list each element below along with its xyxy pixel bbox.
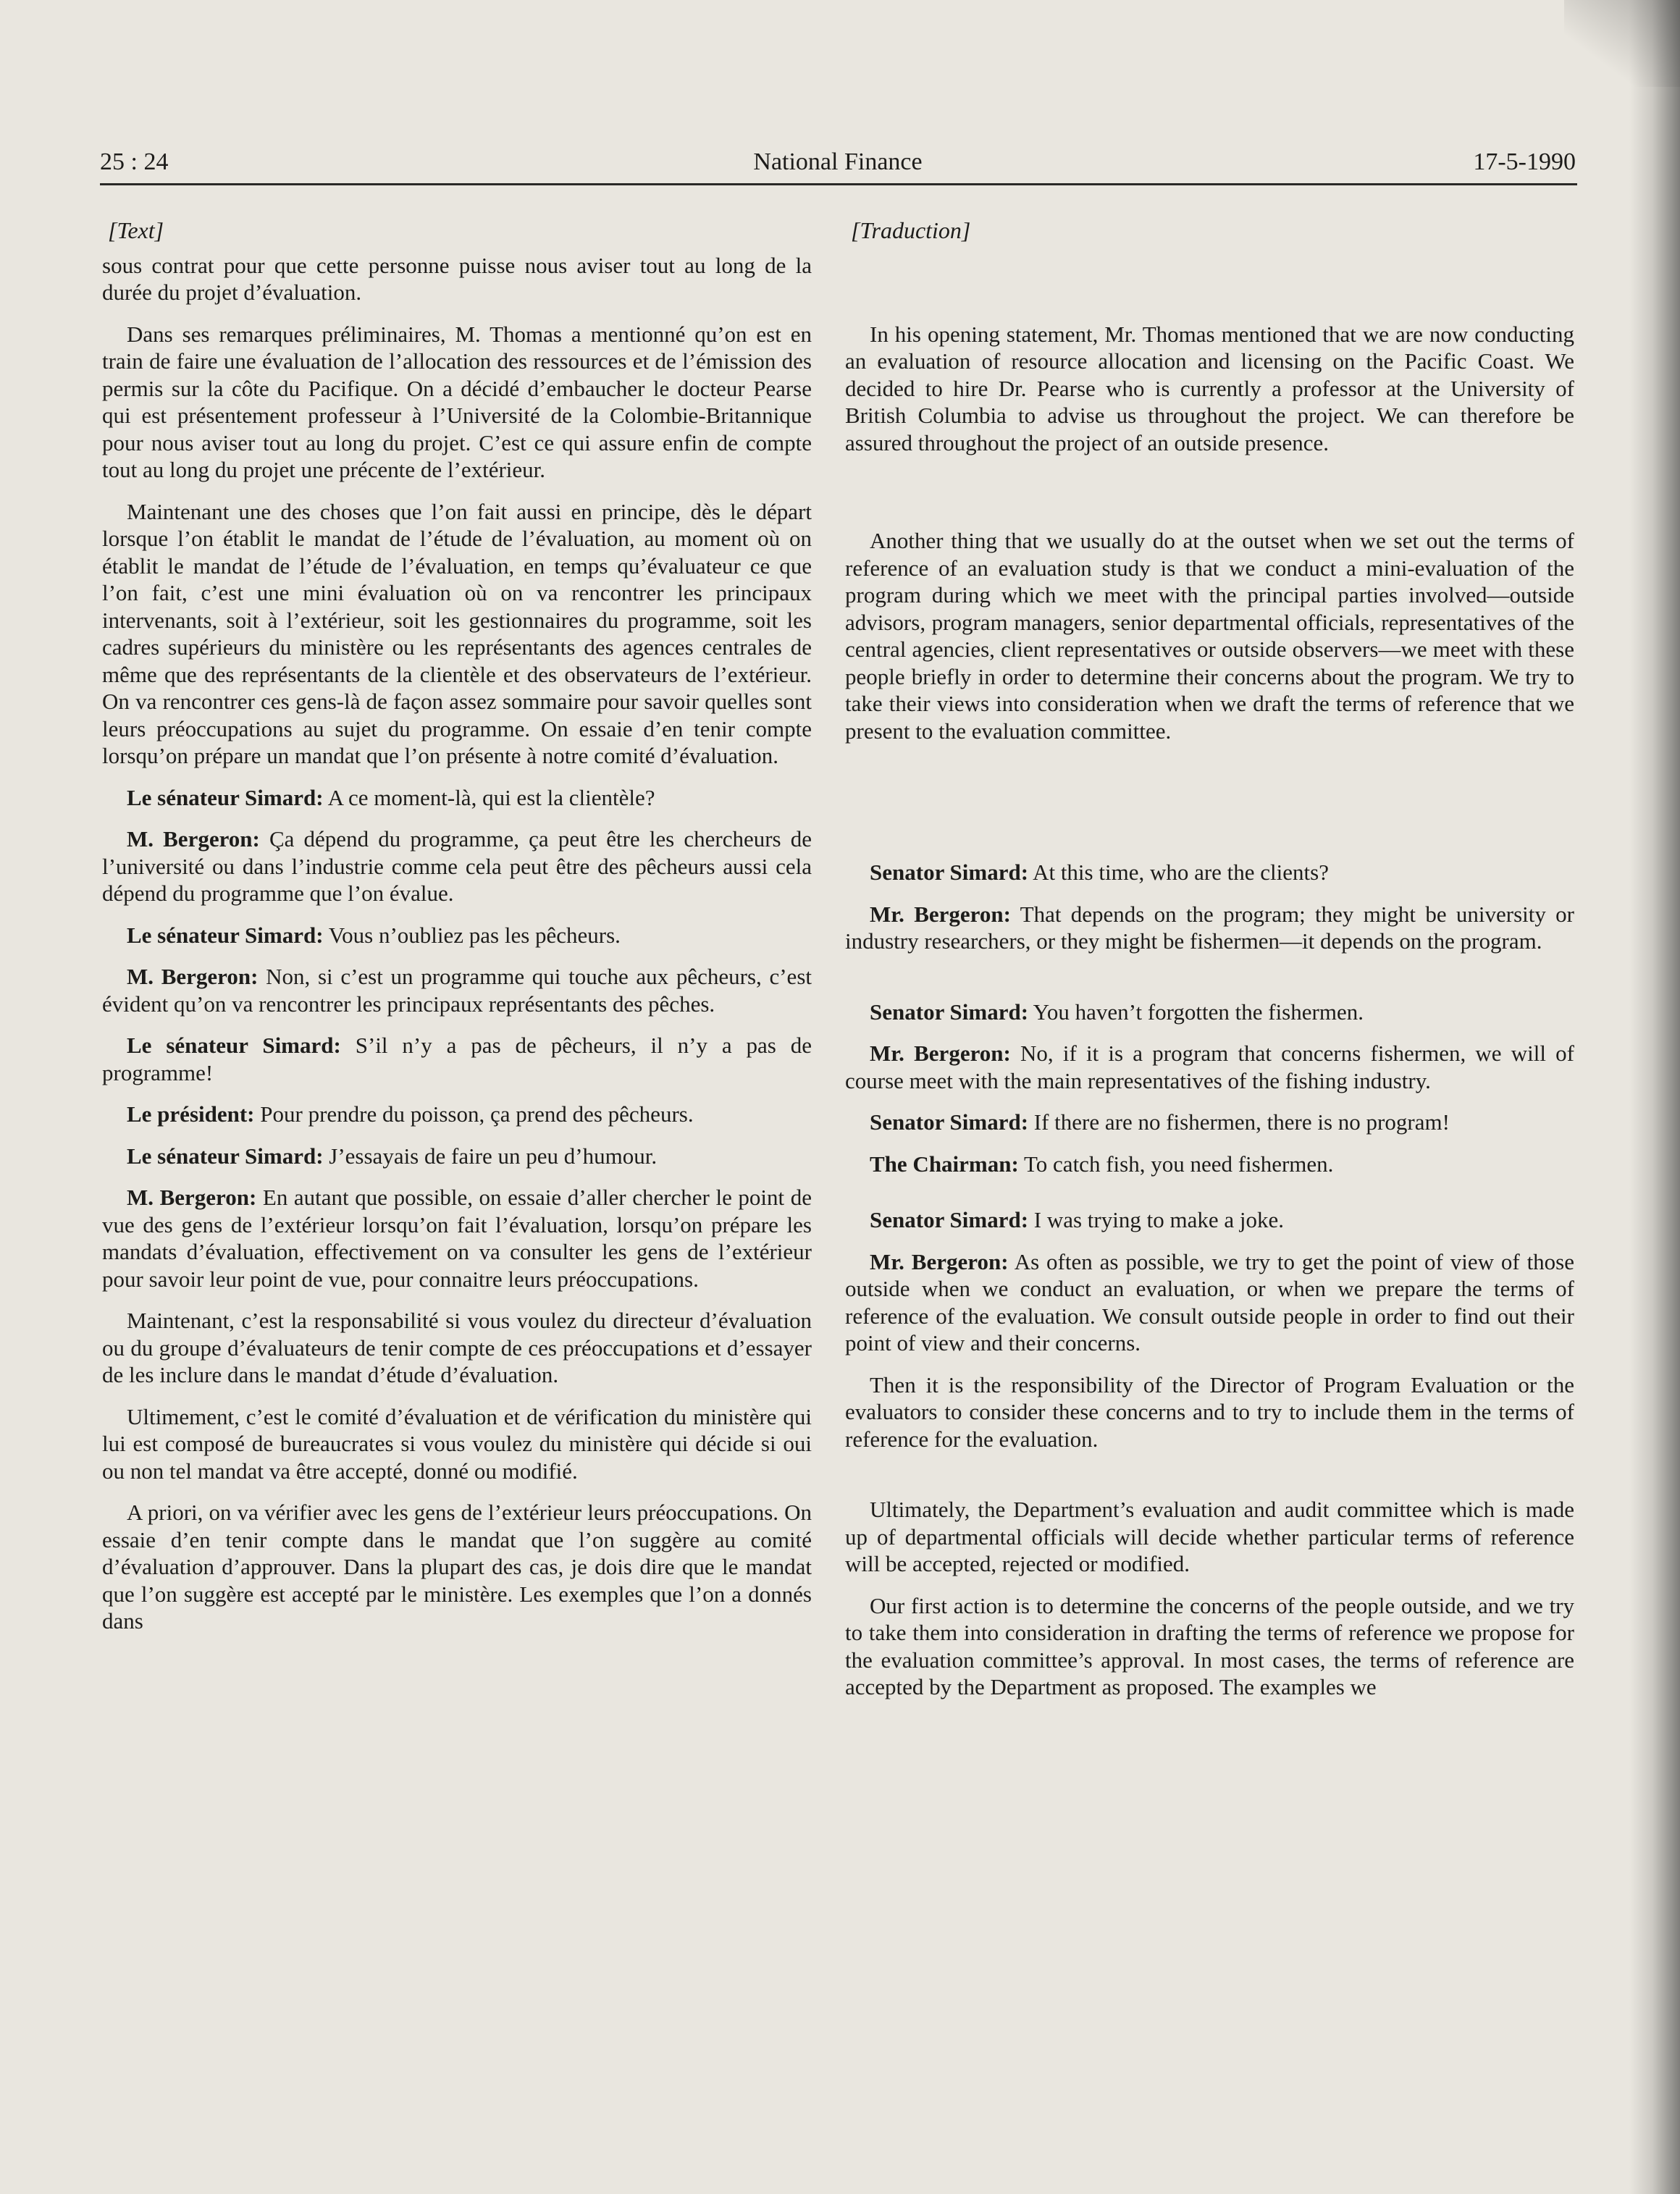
dialogue-line: M. Bergeron: Ça dépend du programme, ça peut être les chercheurs de l’université ou dans l’industrie comme cela peut être des pêcheurs aussi cela dépend du programme que l’on évalue. xyxy=(102,826,812,906)
speaker-name: Senator Simard: xyxy=(870,1207,1029,1232)
english-column xyxy=(845,217,1574,1715)
paragraph: Ultimement, c’est le comité d’évaluation et de vérification du ministère qui lui est composé de bureaucrates si vous voulez du ministère qui décide si oui ou non tel mandat va être accepté, donné ou modifié. xyxy=(102,1403,812,1484)
dialogue-line: The Chairman: To catch fish, you need fishermen. xyxy=(870,1151,1334,1177)
paragraph: In his opening statement, Mr. Thomas mentioned that we are now conducting an evaluation of resource allocation and licensing on the Pacific Coast. We decided to hire Dr. Pearse who is currently a professor at the University of British Columbia to advise us throughout the project. We can therefore be assured throughout the project of an outside presence. xyxy=(845,321,1574,455)
dialogue-line: M. Bergeron: En autant que possible, on essaie d’aller chercher le point de vue des gens de l’extérieur lorsqu’on fait l’évaluation, lorsqu’on prépare les mandats d’évaluation, effectivement on va consulter les gens de l’extérieur pour savoir leur point de vue, pour connaitre leurs préoccupations. xyxy=(102,1185,812,1292)
publication-date: 17-5-1990 xyxy=(1473,148,1576,175)
speaker-name: M. Bergeron: xyxy=(127,826,260,852)
dialogue-line: M. Bergeron: Non, si c’est un programme qui touche aux pêcheurs, c’est évident qu’on va rencontrer les principaux représentants des pêches. xyxy=(102,964,812,1017)
dialogue-line: Mr. Bergeron: That depends on the program; they might be university or industry researchers, or they might be fishermen—it depends on the program. xyxy=(845,901,1574,954)
dialogue-line: Senator Simard: I was trying to make a joke. xyxy=(870,1207,1284,1232)
page-number: 25 : 24 xyxy=(100,148,169,175)
speaker-name: Mr. Bergeron: xyxy=(870,1248,1009,1274)
paragraph: Maintenant une des choses que l’on fait aussi en principe, dès le départ lorsque l’on établit le mandat de l’étude de l’évaluation, au moment où on établit le mandat de l’étude de l’évaluation, en temps qu’évaluateur ce que l’on fait, c’est une mini évaluation où on va rencontrer les principaux intervenants, soit à l’extérieur, soit les gestionnaires du programme, soit les cadres supérieurs du ministère ou les représentants des agences centrales de même que des représentants de la clientèle et des observateurs de l’extérieur. On va rencontrer ces gens-là de façon assez sommaire pour savoir quelles sont leurs préoccupations au sujet du programme. On essaie d’en tenir compte lorsqu’on prépare un mandat que l’on présente à notre comité d’évaluation. xyxy=(102,498,812,768)
dialogue-line: Le sénateur Simard: A ce moment-là, qui est la clientèle? xyxy=(127,784,655,810)
speaker-name: Senator Simard: xyxy=(870,1109,1029,1135)
dialogue-line: Le président: Pour prendre du poisson, ça prend des pêcheurs. xyxy=(127,1101,694,1127)
dialogue-line: Senator Simard: If there are no fishermen, there is no program! xyxy=(870,1109,1450,1135)
paragraph: Another thing that we usually do at the outset when we set out the terms of reference of an evaluation study is that we conduct a mini-evaluation of the program during which we meet with the principal parties involved—outside advisors, program managers, senior departmental officials, representatives of the central agencies, client representatives or outside observers—we meet with these people briefly in order to determine their concerns about the program. We try to take their views into consideration when we draft the terms of reference that we present to the evaluation committee. xyxy=(845,528,1574,744)
dialogue-line: Le sénateur Simard: S’il n’y a pas de pêcheurs, il n’y a pas de programme! xyxy=(102,1033,812,1085)
speaker-name: The Chairman: xyxy=(870,1151,1019,1177)
dialogue-line: Senator Simard: You haven’t forgotten the fishermen. xyxy=(870,999,1364,1025)
column-label-traduction: [Traduction] xyxy=(851,217,971,243)
paragraph: Our first action is to determine the concerns of the people outside, and we try to take them into consideration in drafting the terms of reference we propose for the evaluation committee’s approval. In most cases, the terms of reference are accepted by the Department as proposed. The examples we xyxy=(845,1592,1574,1699)
header-rule xyxy=(100,183,1577,185)
speaker-name: Le sénateur Simard: xyxy=(127,784,324,810)
dialogue-line: Le sénateur Simard: Vous n’oubliez pas les pêcheurs. xyxy=(127,922,621,948)
dialogue-line: Senator Simard: At this time, who are the clients? xyxy=(870,859,1329,885)
speaker-name: Le sénateur Simard: xyxy=(127,1143,324,1169)
paragraph: A priori, on va vérifier avec les gens de l’extérieur leurs préoccupations. On essaie d’en tenir compte dans le mandat que l’on suggère au comité d’évaluation d’approuver. Dans la plupart des cas, je dois dire que le mandat que l’on suggère est accepté par le ministère. Les exemples que l’on a donnés dans xyxy=(102,1500,812,1634)
speaker-name: Mr. Bergeron: xyxy=(870,901,1011,927)
spacer xyxy=(845,252,1574,321)
speaker-name: Le sénateur Simard: xyxy=(127,922,324,948)
paragraph: Dans ses remarques préliminaires, M. Thomas a mentionné qu’on est en train de faire une évaluation de l’allocation des ressources et de l’émission des permis sur la côte du Pacifique. On a décidé d’embaucher le docteur Pearse qui est présentement professeur à l’Université de la Colombie-Britannique pour nous aviser tout au long du projet. C’est ce qui assure enfin de compte tout au long du projet une précente de l’extérieur. xyxy=(102,321,812,482)
paragraph: Maintenant, c’est la responsabilité si vous voulez du directeur d’évaluation ou du groupe d’évaluateurs de tenir compte de ces préoccupations et d’essayer de les inclure dans le mandat d’étude d’évaluation. xyxy=(102,1308,812,1387)
dialogue-line: Mr. Bergeron: No, if it is a program that concerns fishermen, we will of course meet with the main representatives of the fishing industry. xyxy=(845,1041,1575,1093)
speaker-name: Senator Simard: xyxy=(870,999,1029,1025)
page-edge-shadow xyxy=(1629,0,1680,2194)
column-label-text: [Text] xyxy=(108,217,164,243)
paragraph: sous contrat pour que cette personne puisse nous aviser tout au long de la durée du projet d’évaluation. xyxy=(102,252,812,305)
french-column xyxy=(102,217,812,1649)
page-header xyxy=(100,148,1576,185)
speaker-name: Le sénateur Simard: xyxy=(127,1033,341,1058)
speaker-name: M. Bergeron: xyxy=(127,964,259,989)
speaker-name: Senator Simard: xyxy=(870,859,1029,885)
publication-title: National Finance xyxy=(753,148,923,175)
speaker-name: Le président: xyxy=(127,1101,255,1127)
speaker-name: M. Bergeron: xyxy=(127,1185,257,1210)
speaker-name: Mr. Bergeron: xyxy=(870,1041,1011,1066)
dialogue-line: Mr. Bergeron: As often as possible, we try to get the point of view of those outside when we conduct an evaluation, or when we prepare the terms of reference of the evaluation. We consult outside people in order to find out their point of view and their concerns. xyxy=(845,1248,1574,1356)
page-corner-shadow xyxy=(1564,0,1680,87)
paragraph: Then it is the responsibility of the Director of Program Evaluation or the evaluators to consider these concerns and to try to include them in the terms of reference for the evaluation. xyxy=(845,1371,1574,1452)
dialogue-line: Le sénateur Simard: J’essayais de faire un peu d’humour. xyxy=(127,1143,658,1169)
paragraph: Ultimately, the Department’s evaluation and audit committee which is made up of departmental officials will decide whether particular terms of reference will be accepted, rejected or modified. xyxy=(845,1497,1574,1576)
